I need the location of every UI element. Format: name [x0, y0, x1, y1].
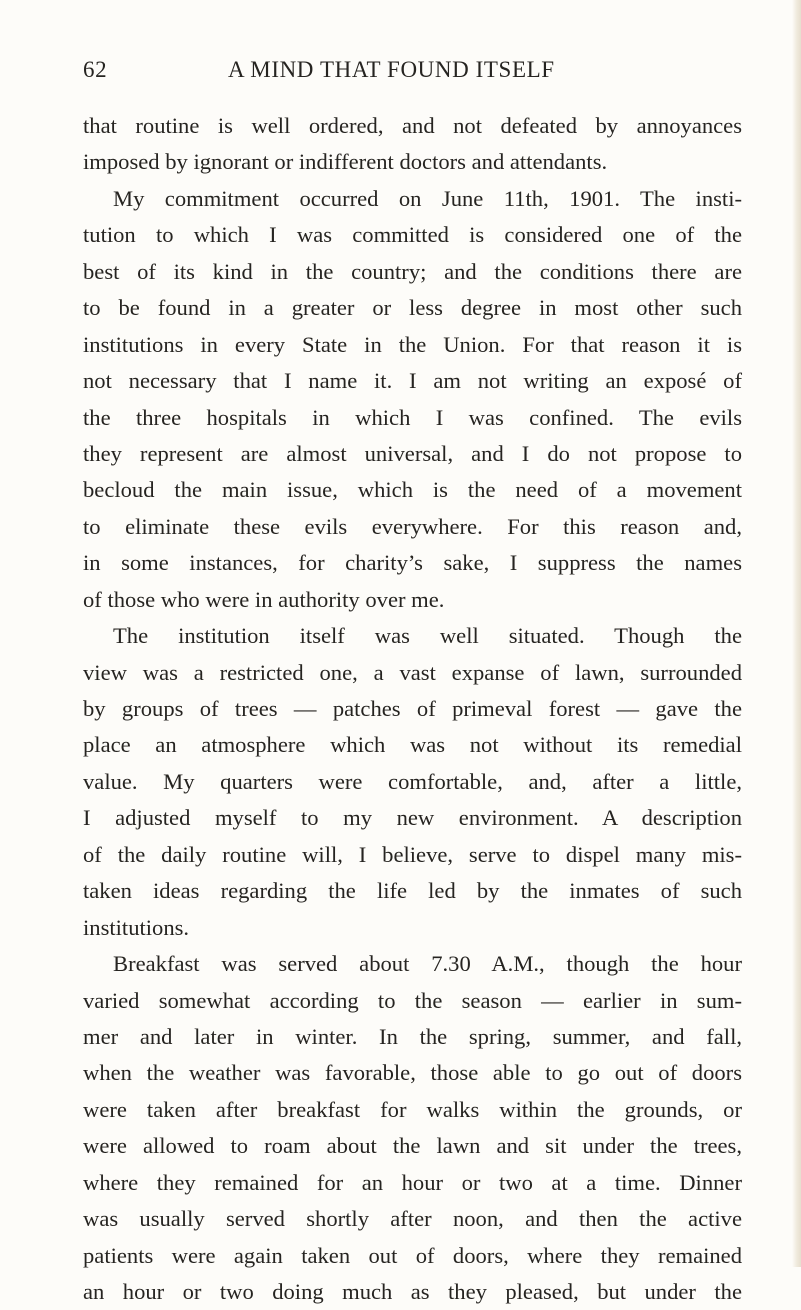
text-line: I adjusted myself to my new environment. A description — [83, 805, 742, 831]
text-line: becloud the main issue, which is the need of a movement — [83, 477, 742, 503]
text-line: in some instances, for charity’s sake, I suppress the names — [83, 550, 742, 576]
page-header — [83, 57, 723, 91]
text-line: to be found in a greater or less degree in most other such — [83, 295, 742, 321]
text-line: mer and later in winter. In the spring, summer, and fall, — [83, 1023, 742, 1049]
text-line: of those who were in authority over me. — [83, 586, 445, 612]
text-line: to eliminate these evils everywhere. For this reason and, — [83, 513, 742, 539]
text-line: not necessary that I name it. I am not writing an exposé of — [83, 368, 742, 394]
text-line: institutions. — [83, 914, 190, 940]
text-line: varied somewhat according to the season — earlier in sum- — [83, 987, 742, 1013]
page-edge-shadow — [792, 0, 801, 1267]
text-line: where they remained for an hour or two at a time. Dinner — [83, 1169, 742, 1195]
text-line: patients were again taken out of doors, where they remained — [83, 1242, 742, 1268]
text-line: view was a restricted one, a vast expanse of lawn, surrounded — [83, 659, 742, 685]
text-line: an hour or two doing much as they pleased, but under the — [83, 1279, 742, 1304]
text-line: that routine is well ordered, and not defeated by annoyances — [83, 113, 742, 138]
text-line: were allowed to roam about the lawn and sit under the trees, — [83, 1133, 742, 1159]
text-line: by groups of trees — patches of primeval forest — gave the — [83, 696, 742, 721]
text-line: place an atmosphere which was not without its remedial — [83, 732, 742, 758]
text-line: of the daily routine will, I believe, serve to dispel many mis- — [83, 841, 742, 867]
text-line: My commitment occurred on June 11th, 1901. The insti- — [113, 185, 742, 211]
text-line: tution to which I was committed is considered one of the — [83, 222, 742, 248]
text-line: best of its kind in the country; and the conditions there are — [83, 258, 742, 284]
body-text — [83, 108, 742, 1310]
text-line: value. My quarters were comfortable, and, after a little, — [83, 768, 742, 794]
text-line: taken ideas regarding the life led by the inmates of such — [83, 878, 742, 904]
text-line: they represent are almost universal, and I do not propose to — [83, 440, 742, 466]
text-line: The institution itself was well situated. Though the — [113, 623, 742, 649]
text-line: were taken after breakfast for walks within the grounds, or — [83, 1096, 742, 1122]
text-line: when the weather was favorable, those able to go out of doors — [83, 1060, 742, 1086]
text-line: was usually served shortly after noon, and then the active — [83, 1206, 742, 1232]
text-line: institutions in every State in the Union. For that reason it is — [83, 331, 742, 357]
page-number: 62 — [83, 57, 108, 82]
text-line: the three hospitals in which I was confined. The evils — [83, 404, 742, 430]
text-line: Breakfast was served about 7.30 A.M., though the hour — [113, 951, 742, 977]
running-head: A MIND THAT FOUND ITSELF — [228, 57, 555, 82]
text-line: imposed by ignorant or indifferent doctors and attendants. — [83, 149, 608, 175]
